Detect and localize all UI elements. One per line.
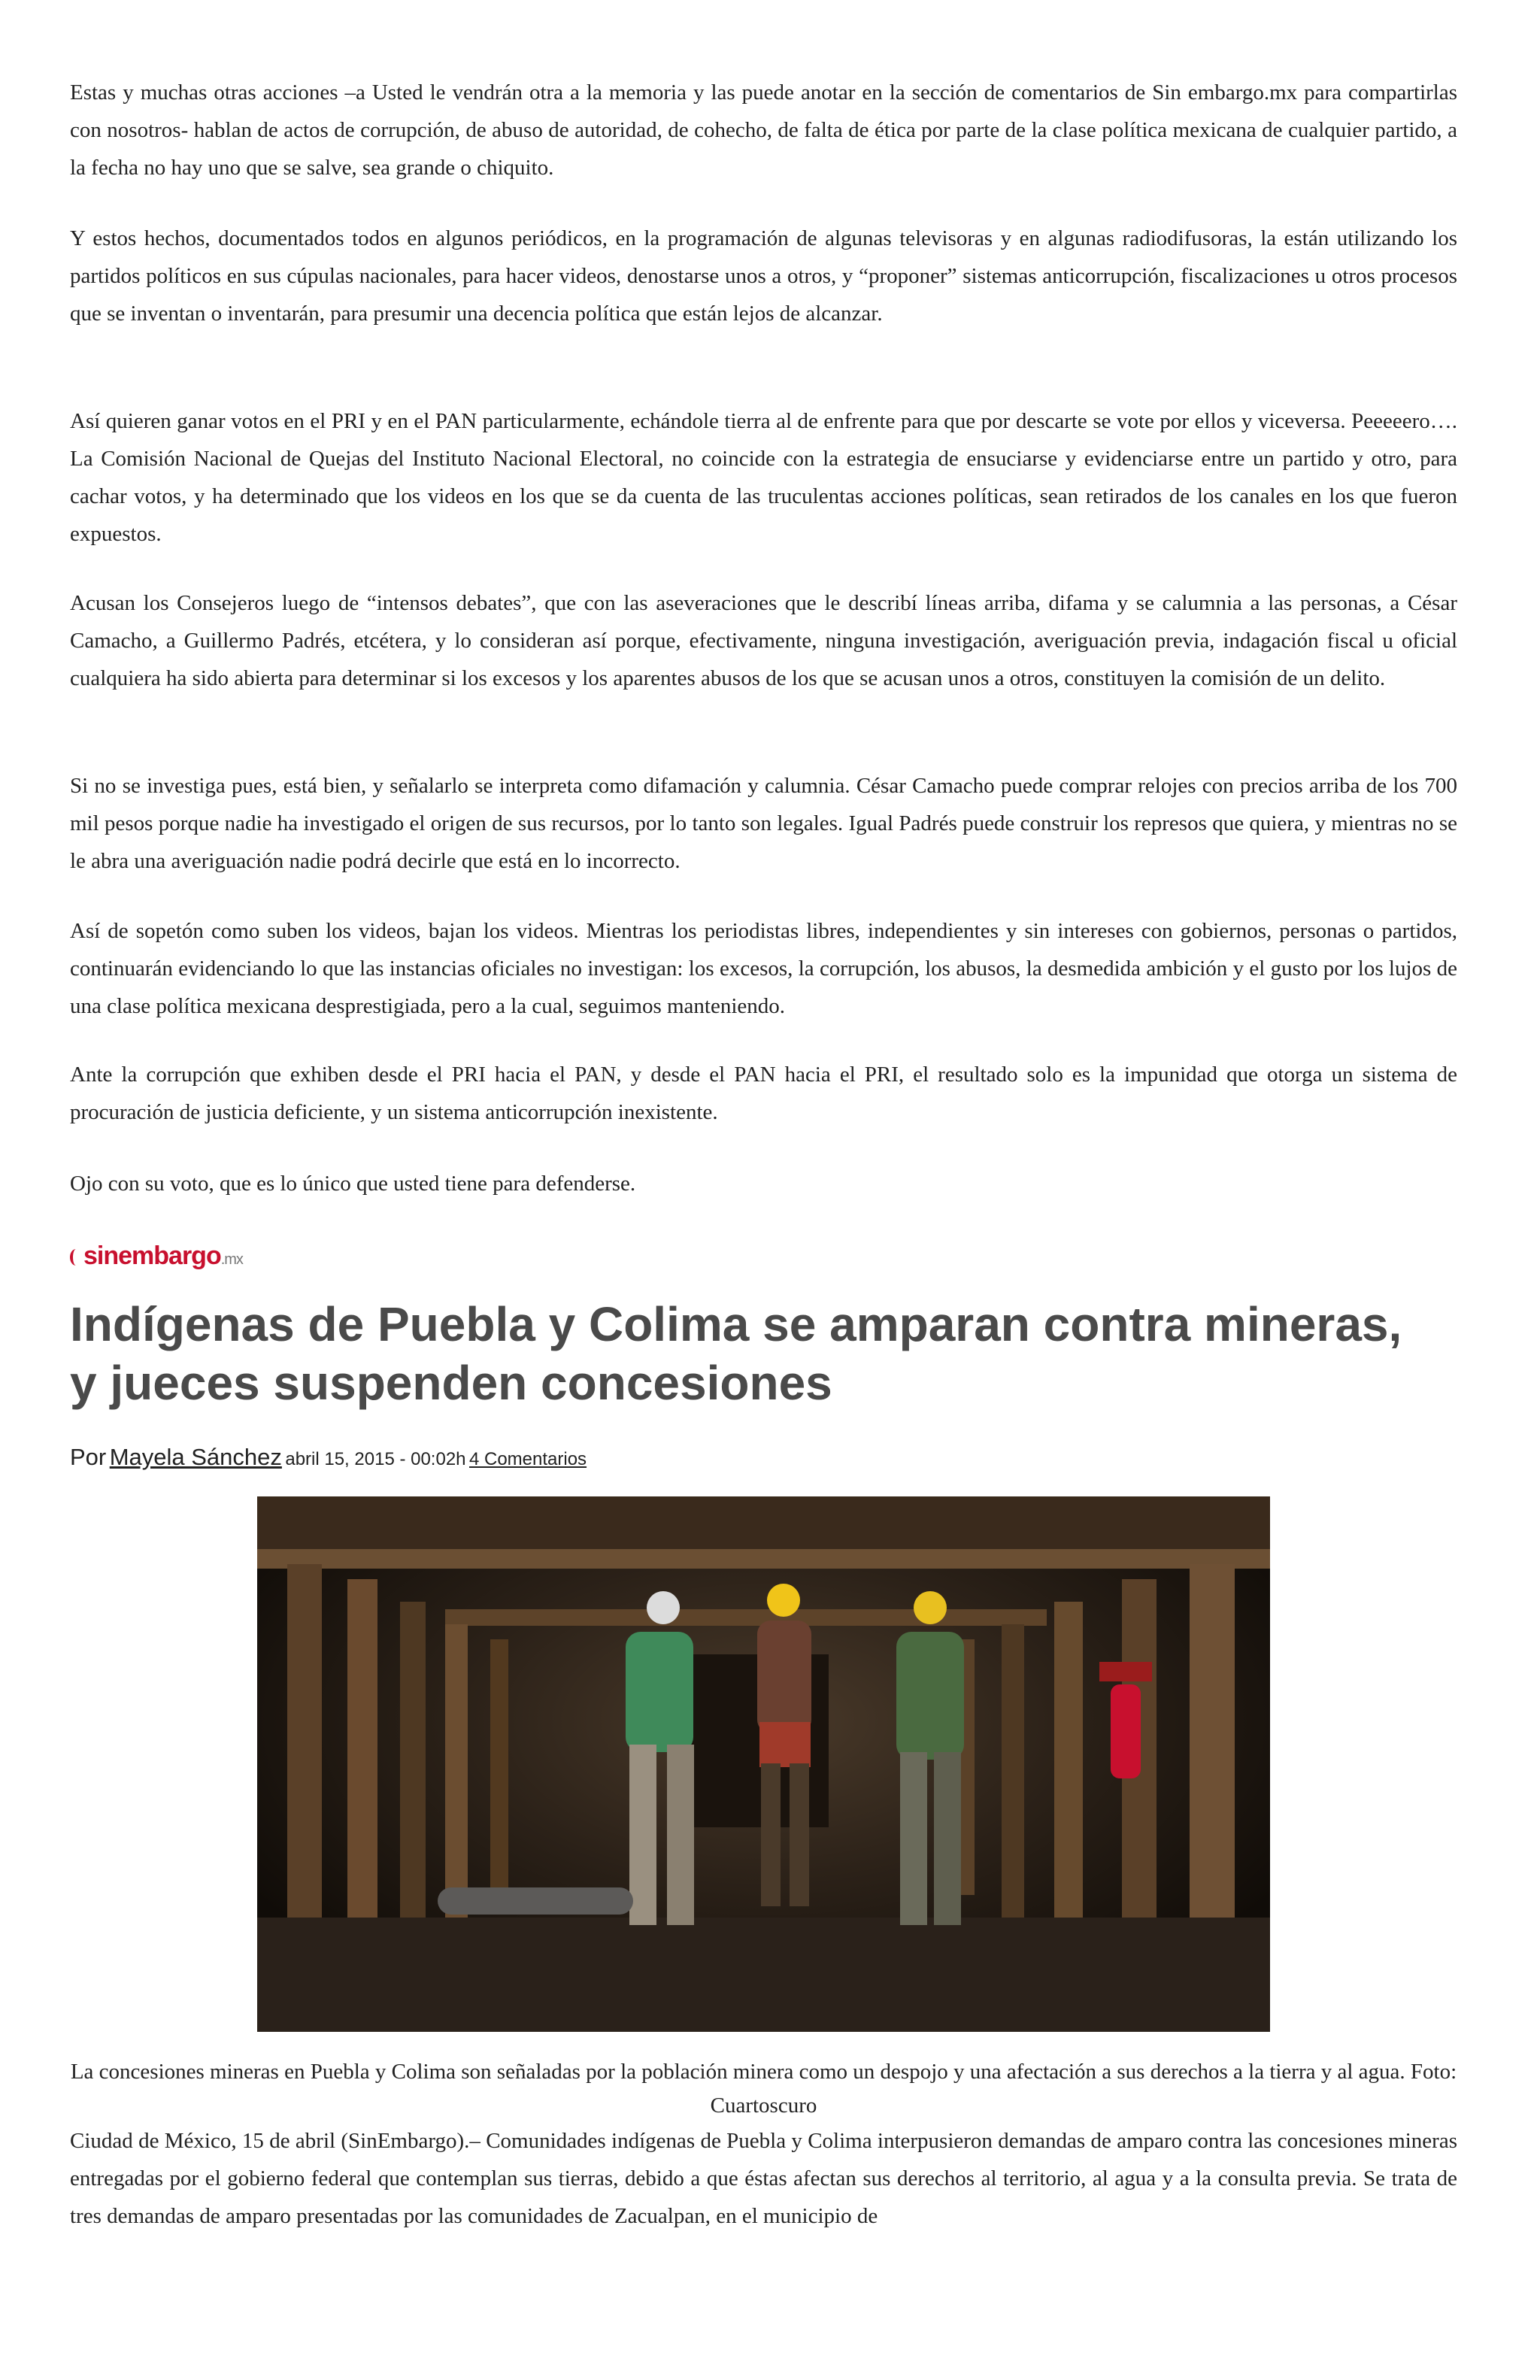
paragraph-1: Estas y muchas otras acciones –a Usted le vendrán otra a la memoria y las puede anotar en la sección de comentarios de Sin embargo.mx para compartirlas con nosotros- hablan de actos de corrupción, de abuso de autoridad, de cohecho, de falta de ética por parte de la clase política mexicana de cualquier partido, a la fecha no hay uno que se salve, sea grande o chiquito. [70,80,1457,180]
publish-date: abril 15, 2015 - 00:02h [285,1449,466,1469]
logo-suffix: .mx [220,1251,243,1268]
byline-prefix: Por [70,1444,107,1470]
photo-caption: La concesiones mineras en Puebla y Colima son señaladas por la población minera como un despojo y una afectación a sus derechos a la tierra y al agua. Foto: Cuartoscuro [70,2060,1457,2118]
paragraph-2: Y estos hechos, documentados todos en algunos periódicos, en la programación de algunas televisoras y en algunas radiodifusoras, la están utilizando los partidos políticos en sus cúpulas nacionales, para hacer videos, denostarse unos a otros, y “proponer” sistemas anticorrupción, fiscalizaciones u otros procesos que se inventan o inventarán, para presumir una decencia política que están lejos de alcanzar. [70,226,1457,326]
logo-swoosh-icon [70,1249,82,1266]
paragraph-4: Acusan los Consejeros luego de “intensos debates”, que con las aseveraciones que le describí líneas arriba, difama y se calumnia a las personas, a César Camacho, a Guillermo Padrés, etcétera, y lo consideran así porque, efectivamente, ninguna investigación, averiguación previa, indagación fiscal u oficial cualquiera ha sido abierta para determinar si los excesos y los aparentes abusos de los que se acusan unos a otros, constituyen la comisión de un delito. [70,591,1457,690]
comments-link[interactable]: 4 Comentarios [468,1449,587,1469]
article-lead-paragraph: Ciudad de México, 15 de abril (SinEmbargo).– Comunidades indígenas de Puebla y Colima interpusieron demandas de amparo contra las concesiones mineras entregadas por el gobierno federal que contemplan sus tierras, debido a que éstas afectan sus derechos al territorio, al agua y a la consulta previa. Se trata de tres demandas de amparo presentadas por las comunidades de Zacualpan, en el municipio de [70,2129,1457,2228]
article-photo [257,1496,1270,2032]
logo-text: sinembargo [83,1242,221,1270]
paragraph-6: Así de sopetón como suben los videos, bajan los videos. Mientras los periodistas libres, independientes y sin intereses con gobiernos, personas o partidos, continuarán evidenciando lo que las instancias oficiales no investigan: los excesos, la corrupción, los abusos, la desmedida ambición y el gusto por los lujos de una clase política mexicana desprestigiada, pero a la cual, seguimos manteniendo. [70,919,1457,1018]
paragraph-5: Si no se investiga pues, está bien, y señalarlo se interpreta como difamación y calumnia. César Camacho puede comprar relojes con precios arriba de los 700 mil pesos porque nadie ha investigado el origen de sus recursos, por lo tanto son legales. Igual Padrés puede construir los represos que quiera, y mientras no se le abra una averiguación nadie podrá decirle que está en lo incorrecto. [70,774,1457,873]
miners-photo-illustration [257,1496,1270,2032]
author-link[interactable]: Mayela Sánchez [109,1444,282,1470]
byline [70,1444,587,1471]
paragraph-3: Así quieren ganar votos en el PRI y en el PAN particularmente, echándole tierra al de enfrente para que por descarte se vote por ellos y viceversa. Peeeeero…. La Comisión Nacional de Quejas del Instituto Nacional Electoral, no coincide con la estrategia de ensuciarse y evidenciarse entre un partido y otro, para cachar votos, y ha determinado que los videos en los que se da cuenta de las truculentas acciones políticas, sean retirados de los canales en los que fueron expuestos. [70,409,1457,546]
article-headline: Indígenas de Puebla y Colima se amparan contra mineras, y jueces suspenden concesiones [70,1297,1402,1410]
sinembargo-logo[interactable] [70,1242,243,1275]
paragraph-7: Ante la corrupción que exhiben desde el PRI hacia el PAN, y desde el PAN hacia el PRI, el resultado solo es la impunidad que otorga un sistema de procuración de justicia deficiente, y un sistema anticorrupción inexistente. [70,1063,1457,1124]
paragraph-8: Ojo con su voto, que es lo único que usted tiene para defenderse. [70,1172,636,1196]
